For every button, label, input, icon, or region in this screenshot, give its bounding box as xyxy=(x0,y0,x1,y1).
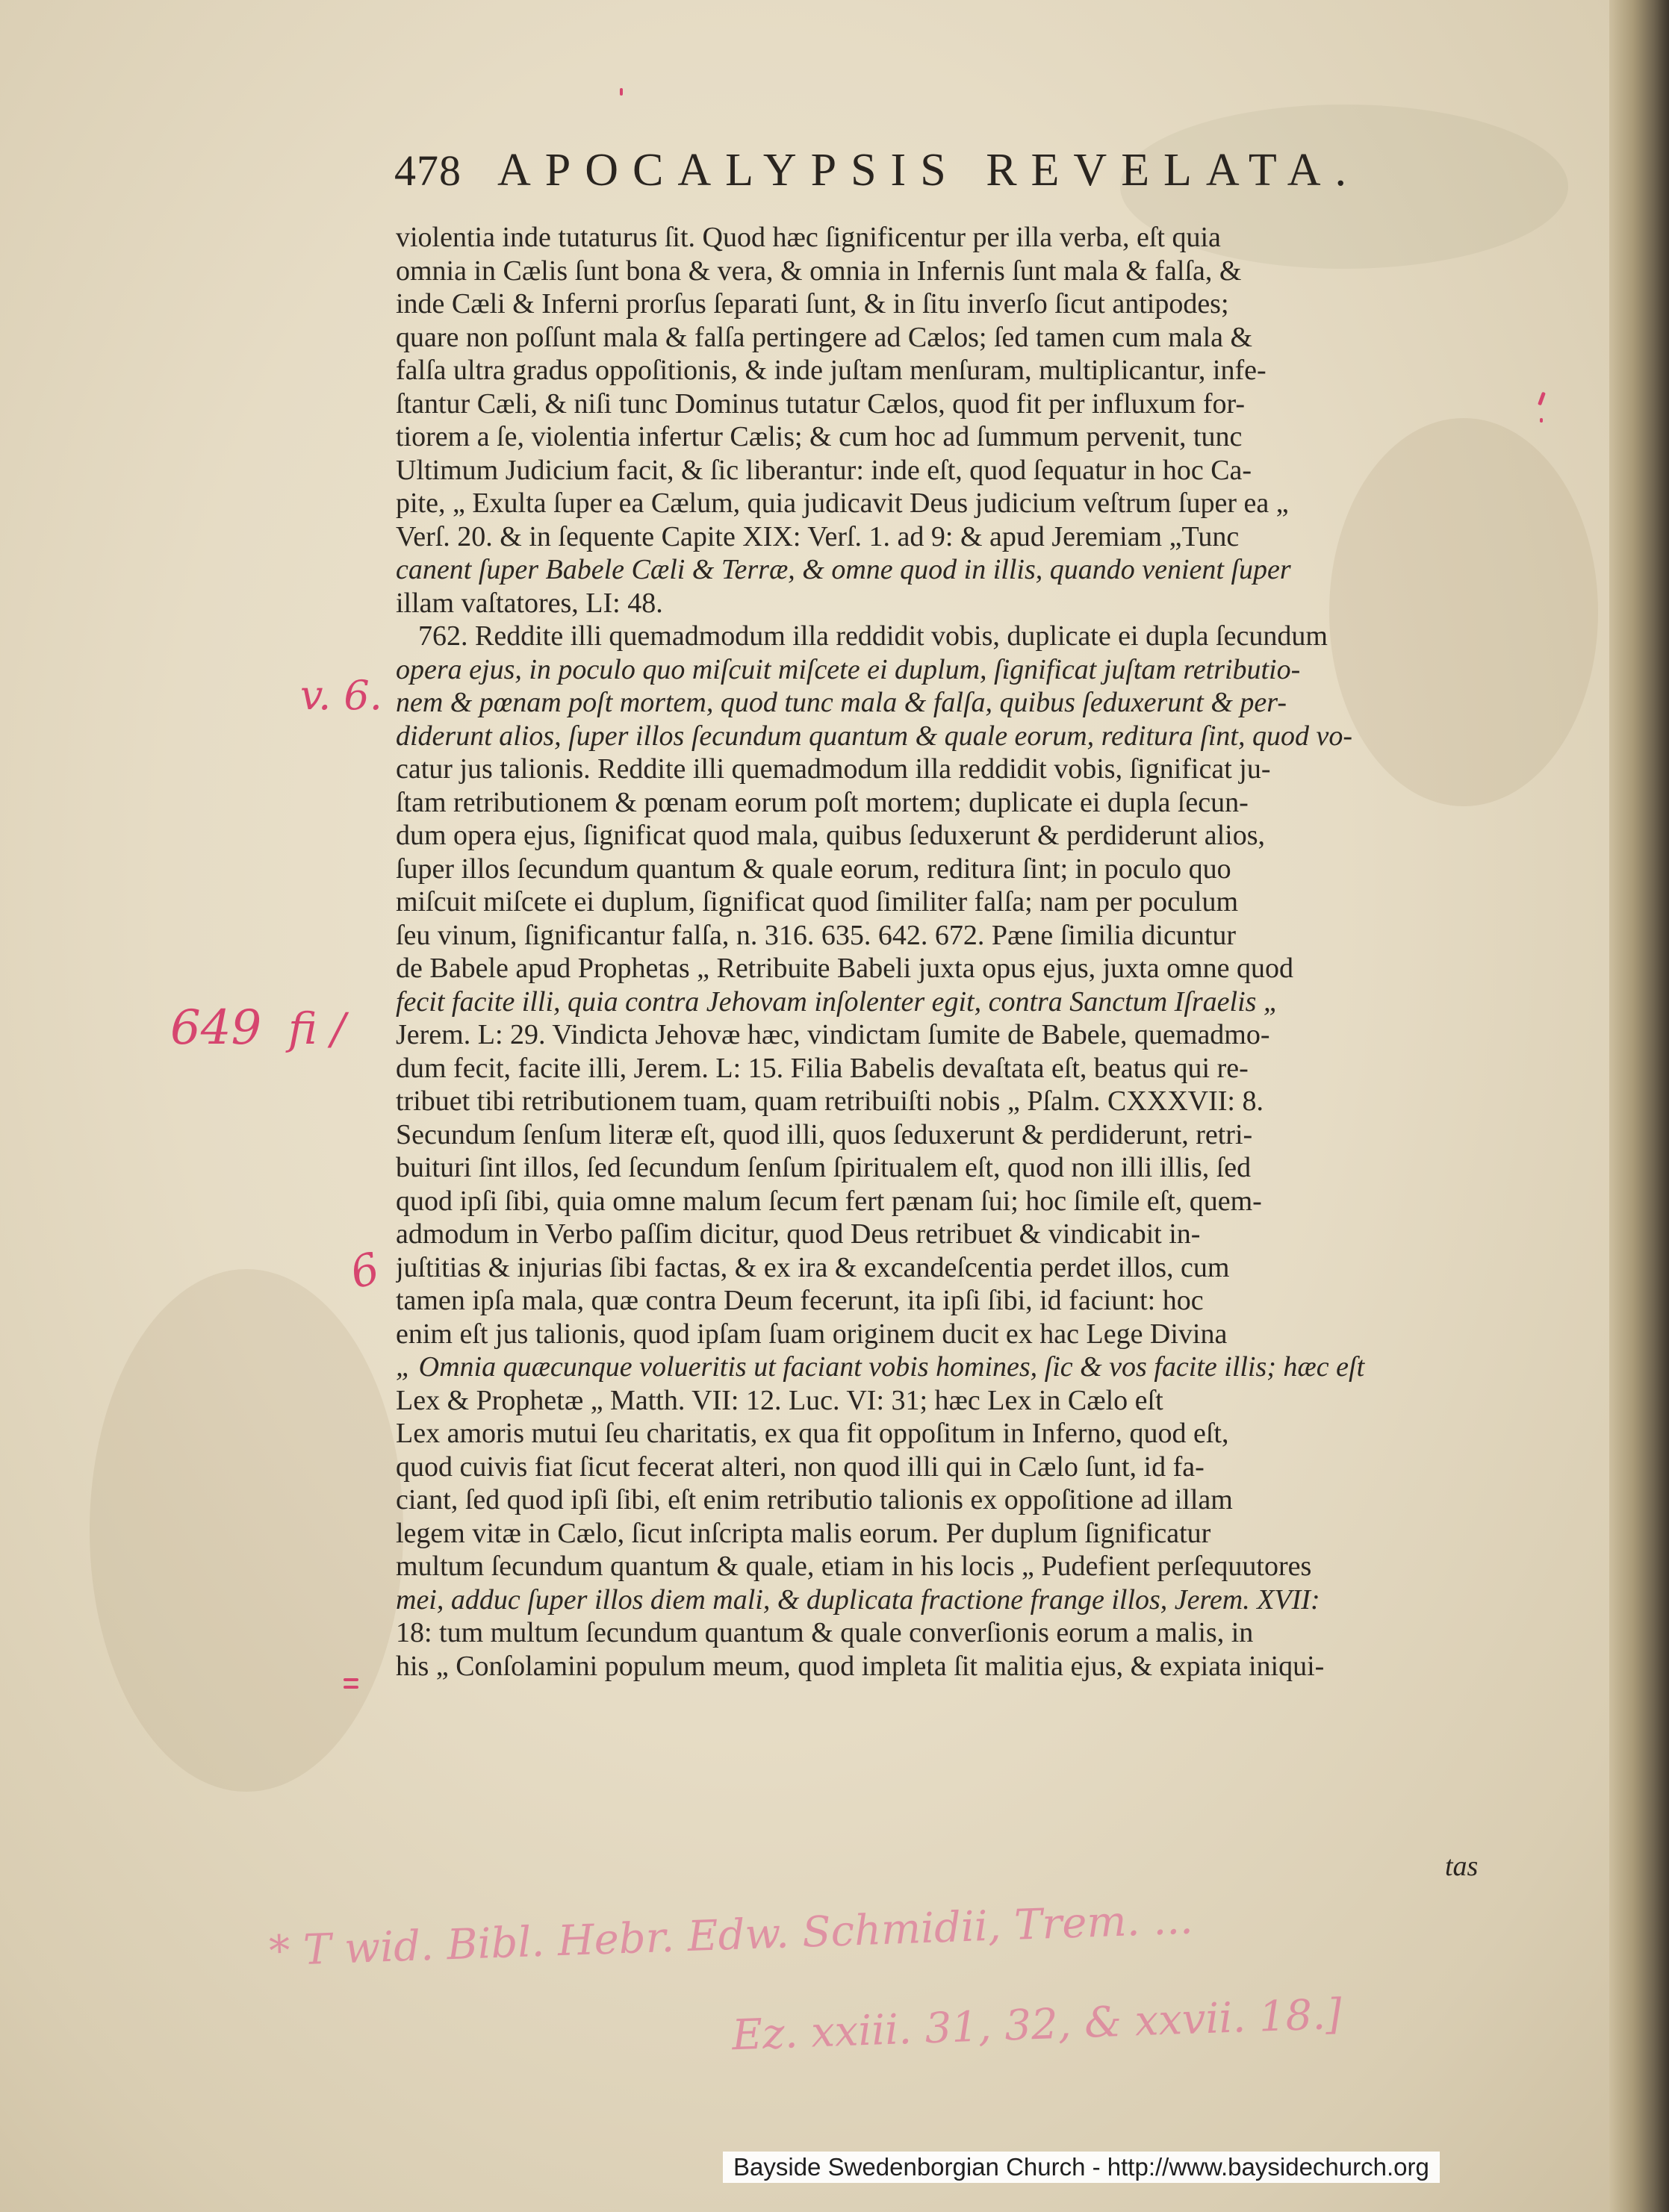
text-line: omnia in Cælis ſunt bona & vera, & omnia in Infernis ſunt mala & falſa, & xyxy=(396,255,1242,287)
text-line: quod cuivis fiat ſicut fecerat alteri, non quod illi qui in Cælo ſunt, id fa- xyxy=(396,1451,1205,1483)
text-line: Verſ. 20. & in ſequente Capite XIX: Verſ. 1. ad 9: & apud Jeremiam „Tunc xyxy=(396,520,1240,552)
catchword: tas xyxy=(1445,1851,1479,1882)
text-line: tamen ipſa mala, quæ contra Deum fecerunt, ita ipſi ſibi, id faciunt: hoc xyxy=(396,1285,1204,1316)
text-line: inde Cæli & Inferni prorſus ſeparati ſunt, & in ſitu inverſo ſicut antipodes; xyxy=(396,288,1229,320)
text-line: tiorem a ſe, violentia infertur Cælis; & cum hoc ad ſummum pervenit, tunc xyxy=(396,421,1243,452)
watermark: Bayside Swedenborgian Church - http://www.baysidechurch.org xyxy=(723,2152,1440,2183)
faint-bottom-note: Ez. xxiii. 31, 32, & xxvii. 18.] xyxy=(731,1990,1343,2060)
text-line: ſtantur Cæli, & niſi tunc Dominus tutatur Cælos, quod fit per influxum for- xyxy=(396,387,1246,420)
pink-mark xyxy=(344,1686,358,1689)
text-line: admodum in Verbo paſſim dicitur, quod Deus retribuet & vindicabit in- xyxy=(396,1218,1201,1250)
text-line: Jerem. L: 29. Vindicta Jehovæ hæc, vindictam ſumite de Babele, quemadmo- xyxy=(396,1019,1270,1050)
text-line: illam vaſtatores, LI: 48. xyxy=(396,587,663,619)
margin-annotation-fi: fi / xyxy=(288,1003,346,1054)
text-line: miſcuit miſcete ei duplum, ſignificat quod ſimiliter falſa; nam per poculum xyxy=(396,886,1239,917)
text-line: ſeu vinum, ſignificantur falſa, n. 316. 635. 642. 672. Pæne ſimilia dicuntur xyxy=(396,919,1237,951)
text-line: diderunt alios, ſuper illos ſecundum quantum & quale eorum, reditura ſint, quod vo- xyxy=(396,720,1352,752)
text-line: catur jus talionis. Reddite illi quemadmodum illa reddidit vobis, ſignificat ju- xyxy=(396,753,1271,785)
text-line: violentia inde tutaturus ſit. Quod hæc ſignificentur per illa verba, eſt quia xyxy=(396,222,1221,253)
pink-mark xyxy=(620,88,623,96)
margin-annotation-number: 649 xyxy=(170,1000,262,1056)
pink-mark xyxy=(1538,392,1546,406)
text-line: legem vitæ in Cælo, ſicut inſcripta malis eorum. Per duplum ſignificatur xyxy=(396,1517,1211,1549)
page-gutter xyxy=(1609,0,1669,2212)
text-line: his „ Conſolamini populum meum, quod impleta ſit malitia ejus, & expiata iniqui- xyxy=(396,1650,1325,1682)
text-line: buituri ſint illos, ſed ſecundum ſenſum ſpiritualem eſt, quod non illi illis, ſed xyxy=(396,1152,1252,1183)
margin-annotation-verse: v. 6. xyxy=(300,672,382,719)
text-line: dum fecit, facite illi, Jerem. L: 15. Filia Babelis devaſtata eſt, beatus qui re- xyxy=(396,1052,1249,1084)
body-text xyxy=(396,221,1516,1683)
text-line: mei, adduc ſuper illos diem mali, & duplicata fractione frange illos, Jerem. XVII: xyxy=(396,1583,1320,1616)
text-line: tribuet tibi retributionem tuam, quam retribuiſti nobis „ Pſalm. CXXXVII: 8. xyxy=(396,1085,1264,1117)
text-line: Secundum ſenſum literæ eſt, quod illi, quos ſeduxerunt & perdiderunt, retri- xyxy=(396,1118,1253,1150)
margin-annotation-six: 6 xyxy=(344,1242,385,1299)
text-line: opera ejus, in poculo quo miſcuit miſcete ei duplum, ſignificat juſtam retributio- xyxy=(396,653,1301,685)
pink-mark xyxy=(1540,418,1543,423)
text-line: Ultimum Judicium facit, & ſic liberantur: inde eſt, quod ſequatur in hoc Ca- xyxy=(396,454,1252,486)
text-line: ciant, ſed quod ipſi ſibi, eſt enim retributio talionis ex oppoſitione ad illam xyxy=(396,1484,1233,1515)
text-line: 18: tum multum ſecundum quantum & quale converſionis eorum a malis, in xyxy=(396,1617,1254,1648)
page-number: 478 xyxy=(394,146,461,195)
text-line: fecit facite illi, quia contra Jehovam inſolenter egit, contra Sanctum Iſraelis „ xyxy=(396,985,1280,1018)
text-line: dum opera ejus, ſignificat quod mala, quibus ſeduxerunt & perdiderunt alios, xyxy=(396,820,1266,851)
text-line: „ Omnia quæcunque volueritis ut faciant vobis homines, ſic & vos facite illis; hæc eſt xyxy=(396,1351,1365,1383)
text-line: Lex & Prophetæ „ Matth. VII: 12. Luc. VI: 31; hæc Lex in Cælo eſt xyxy=(396,1384,1163,1416)
text-line: ſuper illos ſecundum quantum & quale eorum, reditura ſint; in poculo quo xyxy=(396,853,1231,885)
paragraph-start: 762. Reddite illi quemadmodum illa reddidit vobis, duplicate ei dupla ſecundum xyxy=(418,620,1328,652)
text-line: canent ſuper Babele Cæli & Terræ, & omne quod in illis, quando venient ſuper xyxy=(396,554,1291,585)
text-line: multum ſecundum quantum & quale, etiam in his locis „ Pudefient perſequutores xyxy=(396,1551,1312,1582)
text-line: Lex amoris mutui ſeu charitatis, ex qua fit oppoſitum in Inferno, quod eſt, xyxy=(396,1418,1229,1449)
text-line: pite, „ Exulta ſuper ea Cælum, quia judicavit Deus judicium veſtrum ſuper ea „ xyxy=(396,487,1289,519)
text-line: ſtam retributionem & pœnam eorum poſt mortem; duplicate ei dupla ſecun- xyxy=(396,786,1249,818)
running-title: APOCALYPSIS REVELATA. xyxy=(497,145,1361,196)
text-line: quod ipſi ſibi, quia omne malum ſecum fert pænam ſui; hoc ſimile eſt, quem- xyxy=(396,1185,1262,1217)
faint-bottom-note: * T wid. Bibl. Hebr. Edw. Schmidii, Trem. ... xyxy=(268,1895,1194,1976)
text-line: de Babele apud Prophetas „ Retribuite Babeli juxta opus ejus, juxta omne quod xyxy=(396,953,1294,984)
text-line: nem & pœnam poſt mortem, quod tunc mala & falſa, quibus ſeduxerunt & per- xyxy=(396,687,1287,718)
text-line: juſtitias & injurias ſibi factas, & ex ira & excandeſcentia perdet illos, cum xyxy=(396,1251,1230,1283)
text-line: quare non poſſunt mala & falſa pertingere ad Cælos; ſed tamen cum mala & xyxy=(396,321,1253,353)
paper-stain xyxy=(90,1269,403,1792)
running-header xyxy=(394,146,1470,213)
text-line: falſa ultra gradus oppoſitionis, & inde juſtam menſuram, multiplicantur, infe- xyxy=(396,355,1266,386)
pink-mark xyxy=(344,1678,358,1681)
text-line: enim eſt jus talionis, quod ipſam ſuam originem ducit ex hac Lege Divina xyxy=(396,1318,1228,1350)
